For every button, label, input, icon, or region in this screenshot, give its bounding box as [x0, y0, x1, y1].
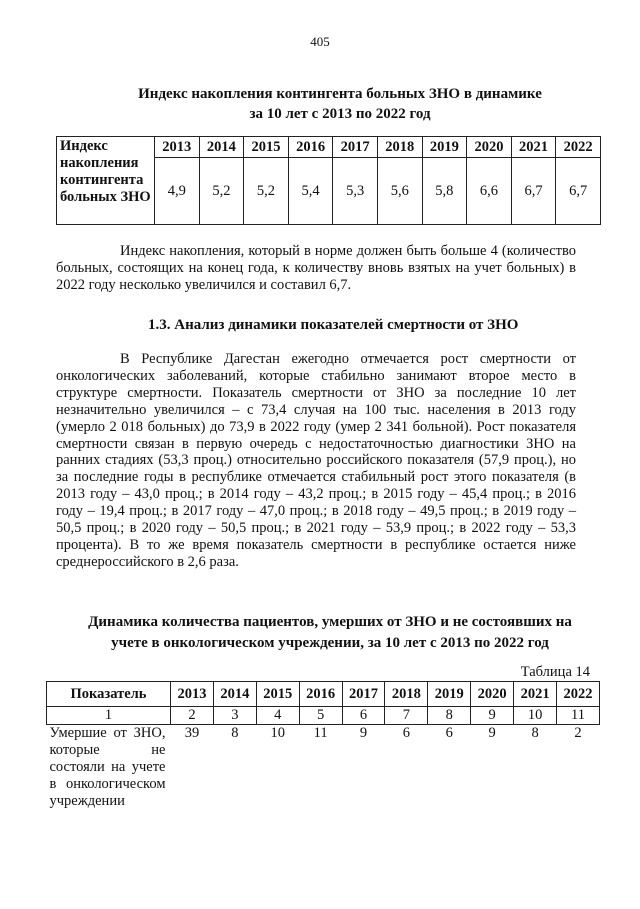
- table1-row-label: Индекс накопления контингента больных ЗНО: [57, 137, 155, 225]
- table2-title: [70, 612, 590, 654]
- table2-value: 8: [231, 725, 239, 741]
- table1-value: 6,7: [556, 158, 601, 225]
- table2-col-number: 2: [171, 707, 214, 725]
- table1-value: 5,6: [377, 158, 422, 225]
- table1-year: 2018: [377, 137, 422, 158]
- accumulation-index-table: [56, 136, 601, 225]
- table1-title: [100, 84, 580, 124]
- table1-title-line1: Индекс накопления контингента больных ЗНО в динамике: [138, 86, 542, 102]
- table2-year: 2021: [514, 682, 557, 707]
- table1-value: 5,4: [288, 158, 333, 225]
- table1-value: 5,2: [244, 158, 289, 225]
- table2-col-number: 1: [47, 707, 171, 725]
- table2-year: 2015: [256, 682, 299, 707]
- accumulation-index-paragraph: Индекс накопления, который в норме должен быть больше 4 (количество больных, состоящих на конец года, к количеству вновь взятых на учет больных) в 2022 году несколько увеличился и составил 6,7.: [56, 243, 576, 293]
- table1-value: 5,2: [199, 158, 244, 225]
- table2-year: 2020: [471, 682, 514, 707]
- table2-year: 2022: [557, 682, 600, 707]
- table-caption: Таблица 14: [520, 664, 590, 680]
- page-number: 405: [310, 34, 330, 49]
- table2-row-label: [47, 725, 171, 836]
- table1-year: 2015: [244, 137, 289, 158]
- table2-col-number: 10: [514, 707, 557, 725]
- table2-title-line2: учете в онкологическом учреждении, за 10 лет с 2013 по 2022 год: [111, 635, 549, 651]
- table2-col-number: 7: [385, 707, 428, 725]
- table1-value: 5,3: [333, 158, 378, 225]
- table2-col-number: 3: [213, 707, 256, 725]
- table2-year: 2014: [213, 682, 256, 707]
- table2-year: 2016: [299, 682, 342, 707]
- table2-year: 2019: [428, 682, 471, 707]
- table1-year: 2017: [333, 137, 378, 158]
- mortality-paragraph: В Республике Дагестан ежегодно отмечается рост смертности от онкологических заболеваний, которые стабильно занимают второе место в структуре смертности. Показатель смертности от ЗНО за последние 10 лет незначительно увеличился – с 73,4 случая на 100 тыс. населения в 2013 году (умерло 2 018 больных) до 73,9 в 2022 году (умер 2 341 больной). Рост показателя смертности связан в первую очередь с недостаточностью диагностики ЗНО на ранних стадиях (53,3 проц.) относительно российского показателя (57,9 проц.), но за последние годы в республике отмечается стабильный рост этого показателя (в 2013 году – 43,0 проц.; в 2014 году – 43,2 проц.; в 2015 году – 45,4 проц.; в 2016 году – 19,4 проц.; в 2017 году – 47,0 проц.; в 2018 году – 49,5 проц.; в 2019 году – 50,5 проц.; в 2020 году – 50,5 проц.; в 2021 году – 53,9 проц.; в 2022 году – 53,3 процента). В то же время показатель смертности в республике остается ниже среднероссийского в 2,6 раза.: [56, 351, 576, 570]
- table2-value: 39: [184, 725, 200, 741]
- table2-value: 9: [359, 725, 368, 741]
- table1-year: 2013: [155, 137, 200, 158]
- table2-col-number: 9: [471, 707, 514, 725]
- section-heading: 1.3. Анализ динамики показателей смертности от ЗНО: [148, 317, 519, 333]
- table2-year: 2018: [385, 682, 428, 707]
- table2-header-label: Показатель: [47, 682, 171, 707]
- table2-value: 11: [313, 725, 328, 741]
- table1-year: 2020: [467, 137, 512, 158]
- table2-col-number: 11: [557, 707, 600, 725]
- table2-title-line1: Динамика количества пациентов, умерших от ЗНО и не состоявших на: [88, 614, 572, 630]
- table2-row-label-text: Умершие от ЗНО, которые не состояли на учете в онкологическом учреждении: [49, 725, 166, 809]
- table2-year: 2017: [342, 682, 385, 707]
- table2-col-number: 8: [428, 707, 471, 725]
- table1-year: 2016: [288, 137, 333, 158]
- table2-value: 6: [402, 725, 411, 741]
- unregistered-deaths-table: [46, 681, 600, 835]
- table2-value: 8: [531, 725, 539, 741]
- table1-value: 4,9: [155, 158, 200, 225]
- table1-year: 2019: [422, 137, 467, 158]
- table1-value: 5,8: [422, 158, 467, 225]
- table2-value: 2: [574, 725, 582, 741]
- table2-value: 6: [445, 725, 453, 741]
- table2-value: 9: [488, 725, 496, 741]
- table2-value: 10: [270, 725, 285, 741]
- table1-year: 2014: [199, 137, 244, 158]
- table2-col-number: 4: [256, 707, 299, 725]
- table2-col-number: 6: [342, 707, 385, 725]
- table1-title-line2: за 10 лет с 2013 по 2022 год: [249, 106, 431, 122]
- table1-year: 2021: [511, 137, 556, 158]
- table1-value: 6,6: [467, 158, 512, 225]
- table2-year: 2013: [171, 682, 214, 707]
- table1-year: 2022: [556, 137, 601, 158]
- table1-value: 6,7: [511, 158, 556, 225]
- table2-col-number: 5: [299, 707, 342, 725]
